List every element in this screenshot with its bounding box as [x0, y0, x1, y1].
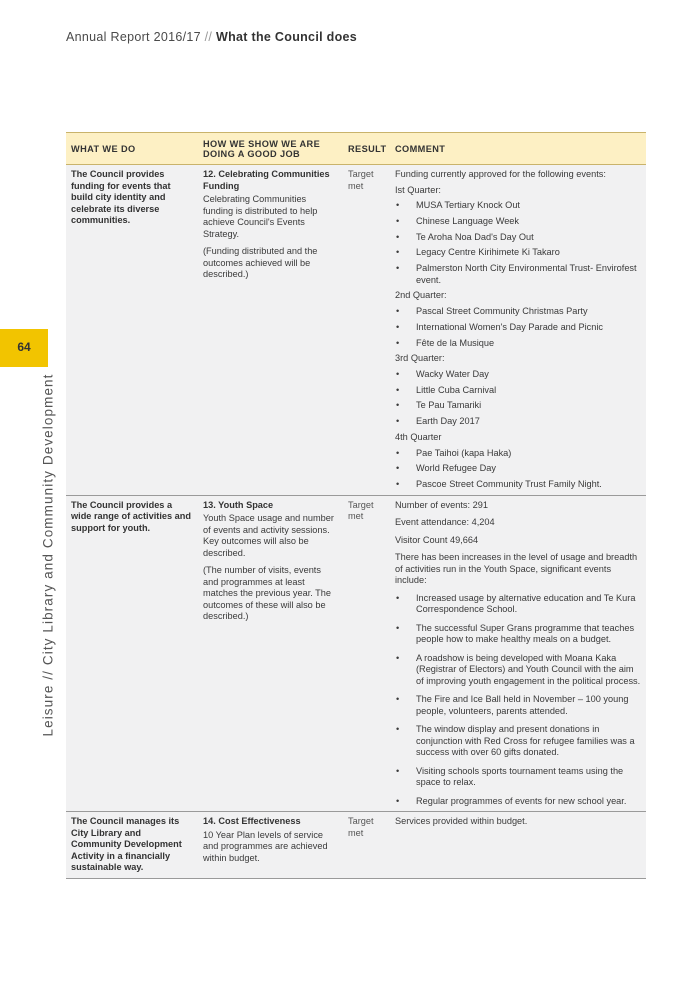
measure-title-text: Youth Space: [218, 499, 274, 510]
list-item: • International Women's Day Parade and Picnic: [395, 322, 641, 334]
list-item: • World Refugee Day: [395, 463, 641, 475]
list-item: • Te Aroha Noa Dad's Day Out: [395, 232, 641, 244]
event-list: [395, 200, 641, 286]
list-item: • Visiting schools sports tournament teams using the space to relax.: [395, 766, 641, 789]
quarter-label: Ist Quarter:: [395, 184, 441, 195]
what-cell: The Council provides a wide range of activities and support for youth.: [66, 495, 198, 812]
measure-description: 10 Year Plan levels of service and programmes are achieved within budget.: [203, 829, 328, 863]
comment-line: Number of events: 291: [395, 499, 488, 510]
report-title: Annual Report 2016/17: [66, 30, 201, 44]
measure-cell: [198, 165, 343, 496]
measure-cell: [198, 812, 343, 879]
list-item: • Regular programmes of events for new school year.: [395, 796, 641, 808]
comment-line: Event attendance: 4,204: [395, 517, 495, 528]
quarter-label: 2nd Quarter:: [395, 290, 447, 301]
measure-number: 14.: [203, 816, 216, 827]
header-how-we-show: HOW WE SHOW WE ARE DOING A GOOD JOB: [198, 133, 343, 165]
page-number: 64: [17, 340, 31, 354]
comment-intro: Funding currently approved for the following events:: [395, 169, 606, 179]
quarter-label: 3rd Quarter:: [395, 353, 445, 364]
header-result: RESULT: [343, 133, 390, 165]
list-item: • MUSA Tertiary Knock Out: [395, 200, 641, 212]
measure-note: (The number of visits, events and programmes at least matches the previous year. The outcomes of these will also be described.): [203, 565, 332, 622]
side-section-label-text: Leisure // City Library and Community Development: [40, 373, 56, 737]
list-item: • Wacky Water Day: [395, 369, 641, 381]
list-item: • The window display and present donations in conjunction with Red Cross for refugee families was a success with over 60 gifts donated.: [395, 724, 641, 759]
list-item: • Earth Day 2017: [395, 416, 641, 428]
list-item: • A roadshow is being developed with Moana Kaka (Registrar of Electors) and Youth Council with the aim of improving youth engagement in the political process.: [395, 653, 641, 688]
measure-number: 13.: [203, 499, 216, 510]
list-item: • Pae Taihoi (kapa Haka): [395, 448, 641, 460]
table-row: [66, 165, 646, 496]
measure-description: Youth Space usage and number of events and activity sessions. Key outcomes will also be described.: [203, 513, 334, 558]
list-item: • Legacy Centre Kirihimete Ki Takaro: [395, 247, 641, 259]
result-cell: Target met: [343, 812, 390, 879]
measure-title: [203, 816, 338, 828]
list-item: • The Fire and Ice Ball held in November – 100 young people, volunteers, parents attended.: [395, 694, 641, 717]
header-comment: COMMENT: [390, 133, 646, 165]
what-cell: The Council provides funding for events that build city identity and celebrate its diverse communities.: [66, 165, 198, 496]
table-row: [66, 812, 646, 879]
measure-title: [203, 169, 338, 192]
event-list: [395, 369, 641, 428]
performance-table: [66, 132, 646, 879]
comment-cell: Services provided within budget.: [390, 812, 646, 879]
measure-cell: [198, 495, 343, 812]
measure-description: Celebrating Communities funding is distributed to help achieve Council's Events Strategy.: [203, 194, 318, 239]
comment-cell: [390, 495, 646, 812]
event-list: [395, 448, 641, 491]
comment-line: There has been increases in the level of usage and breadth of activities run in the Youth Space, significant events include:: [395, 552, 638, 586]
list-item: • Pascal Street Community Christmas Party: [395, 306, 641, 318]
comment-line: Visitor Count 49,664: [395, 534, 479, 545]
page-header: [66, 30, 357, 44]
quarter-label: 4th Quarter: [395, 432, 442, 443]
result-cell: Target met: [343, 495, 390, 812]
list-item: • Little Cuba Carnival: [395, 385, 641, 397]
result-cell: Target met: [343, 165, 390, 496]
list-item: • Chinese Language Week: [395, 216, 641, 228]
table-header-row: [66, 133, 646, 165]
list-item: • Te Pau Tamariki: [395, 400, 641, 412]
measure-note: (Funding distributed and the outcomes achieved will be described.): [203, 246, 318, 279]
youth-event-list: [395, 593, 641, 808]
measure-title-text: Celebrating Communities Funding: [203, 169, 330, 191]
list-item: • Fête de la Musique: [395, 338, 641, 350]
list-item: • The successful Super Grans programme that teaches people how to make healthy meals on a budget.: [395, 623, 641, 646]
header-what-we-do: WHAT WE DO: [66, 133, 198, 165]
measure-title-text: Cost Effectiveness: [218, 816, 301, 827]
header-separator: //: [204, 30, 213, 44]
section-title: What the Council does: [215, 30, 358, 44]
list-item: • Palmerston North City Environmental Trust- Envirofest event.: [395, 263, 641, 286]
list-item: • Pascoe Street Community Trust Family Night.: [395, 479, 641, 491]
measure-number: 12.: [203, 169, 216, 179]
page-number-tab: [0, 329, 48, 367]
measure-title: [203, 500, 338, 512]
list-item: • Increased usage by alternative education and Te Kura Correspondence School.: [395, 593, 641, 616]
what-cell: The Council manages its City Library and Community Development Activity in a financially sustainable way.: [66, 812, 198, 879]
comment-cell: [390, 165, 646, 496]
event-list: [395, 306, 641, 349]
table-row: [66, 495, 646, 812]
